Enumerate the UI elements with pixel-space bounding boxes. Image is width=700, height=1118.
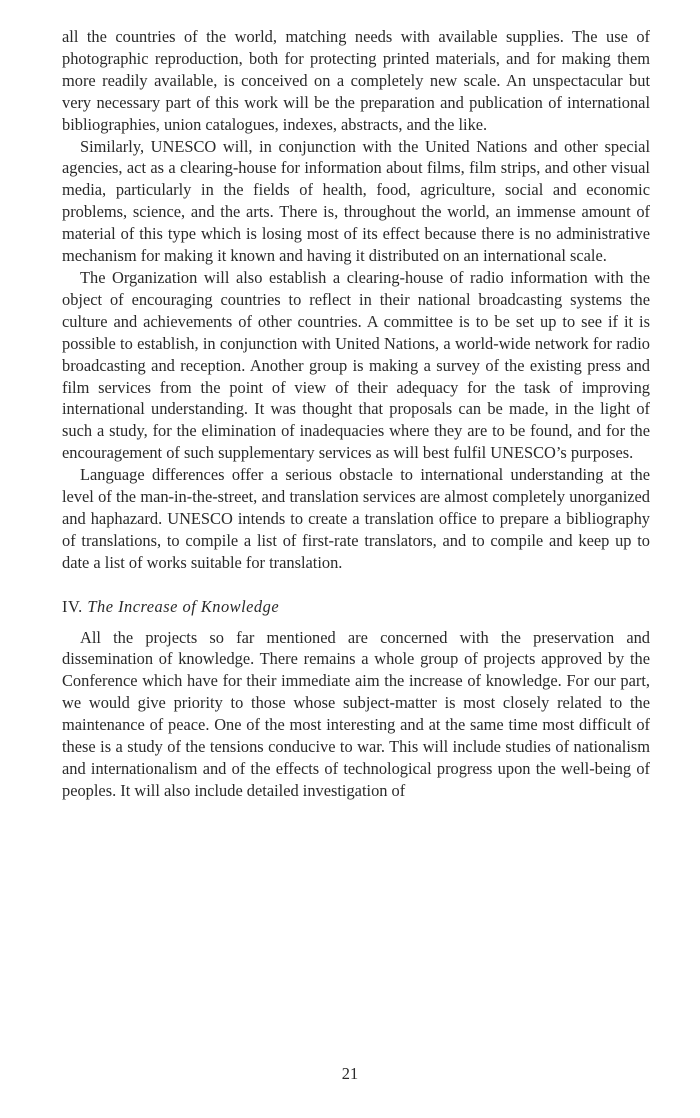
- paragraph-1: all the countries of the world, matching needs with available supplies. The use of photographic reproduction, both for protecting printed materials, and for making them more readily available, is conceived on a completely new scale. An unspectacular but very necessary part of this work will be the preparation and publication of international bibliographies, union catalogues, indexes, abstracts, and the like.: [62, 27, 650, 134]
- paragraph-5: All the projects so far mentioned are concerned with the preservation and dissemination of knowledge. There remains a whole group of projects approved by the Conference which have for their immediate aim the increase of knowledge. For our part, we would give priority to those whose subject-matter is most closely related to the maintenance of peace. One of the most interesting and at the same time most difficult of these is a study of the tensions conducive to war. This will include studies of nationalism and internationalism and of the effects of technological progress upon the well-being of peoples. It will also include detailed investigation of: [62, 627, 650, 800]
- page-number: 21: [341, 1064, 359, 1083]
- section-number: IV.: [62, 596, 83, 616]
- section-title: The Increase of Knowledge: [87, 596, 280, 616]
- paragraph-2: Similarly, UNESCO will, in conjunction with the United Nations and other special agencies, act as a clearing-house for information about films, film strips, and other visual media, particularly in the fields of health, food, agriculture, social and economic problems, science, and the arts. There is, throughout the world, an immense amount of material of this type which is losing most of its effect because there is no administrative mechanism for making it known and having it distributed on an international scale.: [62, 136, 650, 266]
- paragraph-3: The Organization will also establish a clearing-house of radio information with the object of encouraging countries to reflect in their national broadcasting systems the culture and achievements of other countries. A committee is to be set up to see if it is possible to establish, in conjunction with United Nations, a world-wide network for radio broadcasting and reception. Another group is making a survey of the existing press and film services from the point of view of their adequacy for the task of improving international understanding. It was thought that proposals can be made, in the light of such a study, for the elimination of inadequacies where they are to be found, and for the encouragement of such supplementary services as will best fulfil UNESCO’s purposes.: [62, 267, 650, 463]
- paragraph-4: Language differences offer a serious obstacle to international understanding at the level of the man-in-the-street, and translation services are almost completely unorganized and haphazard. UNESCO intends to create a translation office to prepare a bibliography of translations, to compile a list of first-rate translators, and to compile and keep up to date a list of works suitable for translation.: [62, 465, 650, 572]
- section-heading: [62, 596, 650, 618]
- page-body: [62, 26, 650, 802]
